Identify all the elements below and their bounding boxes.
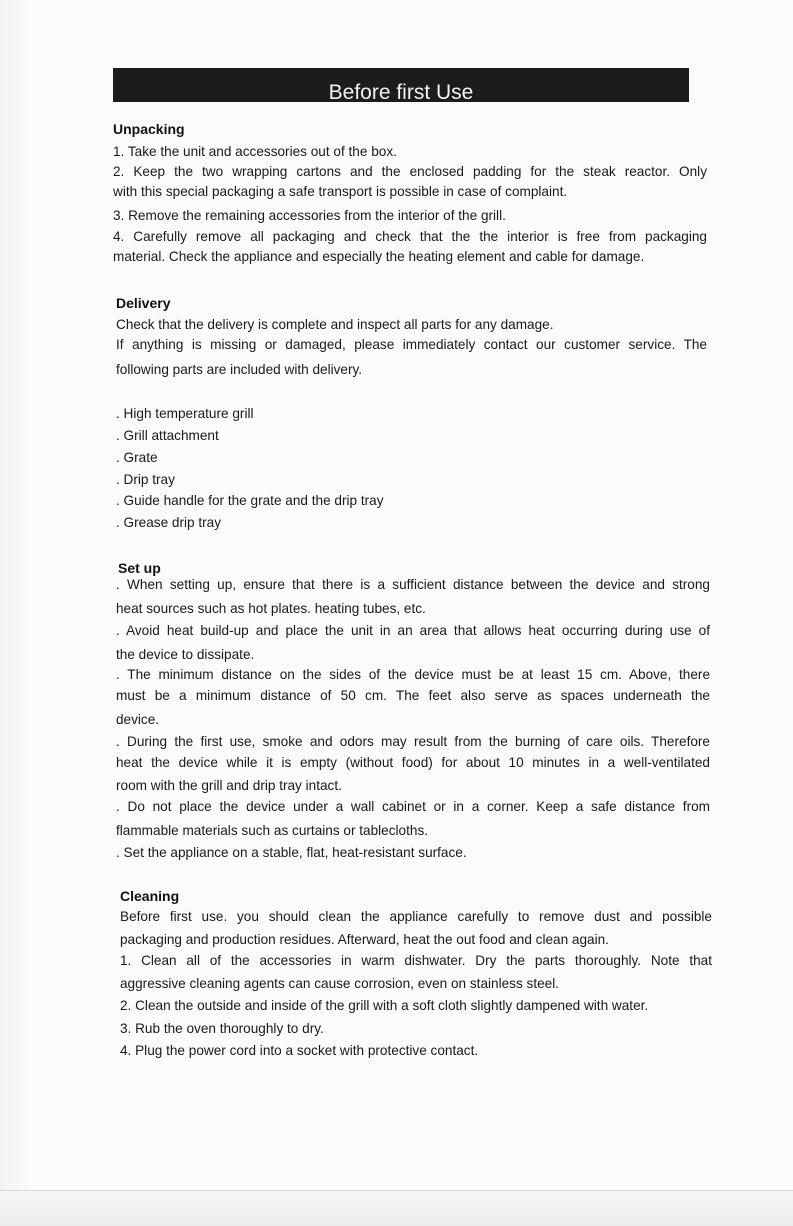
- paragraph-line: 4. Carefully remove all packaging and check that the the interior is free from packaging: [113, 229, 707, 244]
- section-heading-setup: Set up: [118, 560, 161, 576]
- section-heading-delivery: Delivery: [116, 295, 171, 311]
- list-item: . Drip tray: [116, 472, 175, 487]
- paragraph-line: heat sources such as hot plates. heating tubes, etc.: [116, 601, 426, 616]
- paragraph-line: 1. Clean all of the accessories in warm dishwater. Dry the parts thoroughly. Note that: [120, 953, 712, 968]
- paragraph-line: must be a minimum distance of 50 cm. The feet also serve as spaces underneath the: [116, 688, 710, 703]
- paragraph-line: following parts are included with delivery.: [116, 362, 363, 377]
- paragraph-line: . Avoid heat build-up and place the unit in an area that allows heat occurring during use of: [116, 623, 710, 638]
- list-item: . Grease drip tray: [116, 515, 222, 530]
- paragraph-line: the device to dissipate.: [116, 647, 255, 662]
- paragraph-line: 3. Remove the remaining accessories from the interior of the grill.: [113, 208, 506, 223]
- paragraph-line: . Set the appliance on a stable, flat, heat-resistant surface.: [116, 845, 467, 860]
- paragraph-line: with this special packaging a safe transport is possible in case of complaint.: [113, 184, 568, 199]
- paragraph-line: 4. Plug the power cord into a socket with protective contact.: [120, 1043, 479, 1058]
- list-item: . Grate: [116, 450, 158, 465]
- page-title-banner: Before first Use: [113, 68, 689, 102]
- page-bottom-edge: [0, 1190, 793, 1226]
- paragraph-line: 2. Clean the outside and inside of the grill with a soft cloth slightly dampened with water.: [120, 998, 649, 1013]
- paragraph-line: material. Check the appliance and especially the heating element and cable for damage.: [113, 249, 645, 264]
- paragraph-line: 1. Take the unit and accessories out of the box.: [113, 144, 397, 159]
- list-item: . Grill attachment: [116, 428, 219, 443]
- paragraph-line: device.: [116, 712, 160, 727]
- paragraph-line: flammable materials such as curtains or tablecloths.: [116, 823, 429, 838]
- paragraph-line: packaging and production residues. Afterward, heat the out food and clean again.: [120, 932, 609, 947]
- paragraph-line: . During the first use, smoke and odors may result from the burning of care oils. Therefore: [116, 734, 710, 749]
- section-heading-unpacking: Unpacking: [113, 121, 185, 137]
- paragraph-line: 2. Keep the two wrapping cartons and the enclosed padding for the steak reactor. Only: [113, 164, 707, 179]
- paragraph-line: . When setting up, ensure that there is a sufficient distance between the device and strong: [116, 577, 710, 592]
- paragraph-line: Before first use. you should clean the appliance carefully to remove dust and possible: [120, 909, 712, 924]
- paragraph-line: . Do not place the device under a wall cabinet or in a corner. Keep a safe distance from: [116, 799, 710, 814]
- paragraph-line: Check that the delivery is complete and inspect all parts for any damage.: [116, 317, 554, 332]
- paragraph-line: heat the device while it is empty (without food) for about 10 minutes in a well-ventilated: [116, 755, 710, 770]
- paragraph-line: room with the grill and drip tray intact.: [116, 778, 342, 793]
- list-item: . Guide handle for the grate and the drip tray: [116, 493, 384, 508]
- section-heading-cleaning: Cleaning: [120, 888, 180, 904]
- paragraph-line: . The minimum distance on the sides of the device must be at least 15 cm. Above, there: [116, 667, 710, 682]
- paragraph-line: If anything is missing or damaged, please immediately contact our customer service. The: [116, 337, 707, 352]
- list-item: . High temperature grill: [116, 406, 254, 421]
- paragraph-line: 3. Rub the oven thoroughly to dry.: [120, 1021, 324, 1036]
- paragraph-line: aggressive cleaning agents can cause corrosion, even on stainless steel.: [120, 976, 560, 991]
